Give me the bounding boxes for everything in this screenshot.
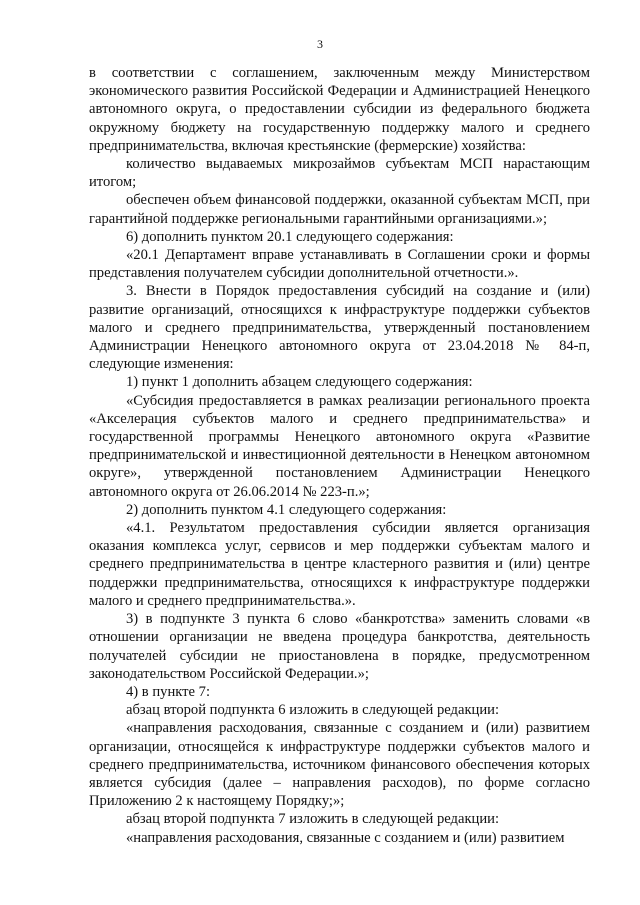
paragraph: «20.1 Департамент вправе устанавливать в Соглашении сроки и формы представления получателем субсидии дополнительной отчетности.».: [89, 247, 590, 282]
paragraph: в соответствии с соглашением, заключенным между Министерством экономического развития Российской Федерации и Администрацией Ненецкого автономного округа, о предоставлении субсидии из федерального бюджета окружному бюджету на государственную поддержку малого и среднего предпринимательства, включая крестьянские (фермерские) хозяйства:: [89, 65, 590, 154]
paragraph: абзац второй подпункта 7 изложить в следующей редакции:: [126, 811, 500, 828]
paragraph: 2) дополнить пунктом 4.1 следующего содержания:: [126, 501, 447, 518]
paragraph: «4.1. Результатом предоставления субсидии является организация оказания комплекса услуг, сервисов и мер поддержки субъектам малого и среднего предпринимательства в центре кластерного развития и (или) центре поддержки предпринимательства, относящихся к инфраструктуре поддержки малого и среднего предпринимательства.».: [89, 520, 590, 609]
paragraph: 4) в пункте 7:: [126, 683, 211, 700]
paragraph: 3. Внести в Порядок предоставления субсидий на создание и (или) развитие организаций, относящихся к инфраструктуре поддержки субъектов малого и среднего предпринимательства, утвержденный постановлением Администрации Ненецкого автономного округа от 23.04.2018 № 84-п, следующие изменения:: [89, 283, 590, 373]
paragraph: «направления расходования, связанные с созданием и (или) развитием: [126, 829, 565, 846]
document-body: [89, 64, 590, 847]
paragraph: абзац второй подпункта 6 изложить в следующей редакции:: [126, 702, 500, 719]
paragraph: обеспечен объем финансовой поддержки, оказанной субъектам МСП, при гарантийной поддержке региональными гарантийными организациями.»;: [89, 192, 590, 227]
page-number: 3: [317, 37, 323, 51]
paragraph: «направления расходования, связанные с созданием и (или) развитием организации, относящейся к инфраструктуре поддержки субъектов малого и среднего предпринимательства, источником финансового обеспечения которых является субсидия (далее – направления расходов), по форме согласно Приложению 2 к настоящему Порядку;»;: [89, 720, 590, 810]
paragraph: 3) в подпункте 3 пункта 6 слово «банкротства» заменить словами «в отношении организации не введена процедура банкротства, деятельность получателей субсидии не приостановлена в порядке, предусмотренном законодательством Российской Федерации.»;: [89, 611, 590, 682]
paragraph: 6) дополнить пунктом 20.1 следующего содержания:: [126, 228, 454, 245]
paragraph: 1) пункт 1 дополнить абзацем следующего содержания:: [126, 374, 473, 391]
paragraph: «Субсидия предоставляется в рамках реализации регионального проекта «Акселерация субъектов малого и среднего предпринимательства» и государственной программы Ненецкого автономного округа «Развитие предпринимательской и инвестиционной деятельности в Ненецком автономном округе», утвержденной постановлением Администрации Ненецкого автономного округа от 26.06.2014 № 223-п.»;: [89, 392, 590, 500]
paragraph: количество выдаваемых микрозаймов субъектам МСП нарастающим итогом;: [89, 156, 590, 191]
